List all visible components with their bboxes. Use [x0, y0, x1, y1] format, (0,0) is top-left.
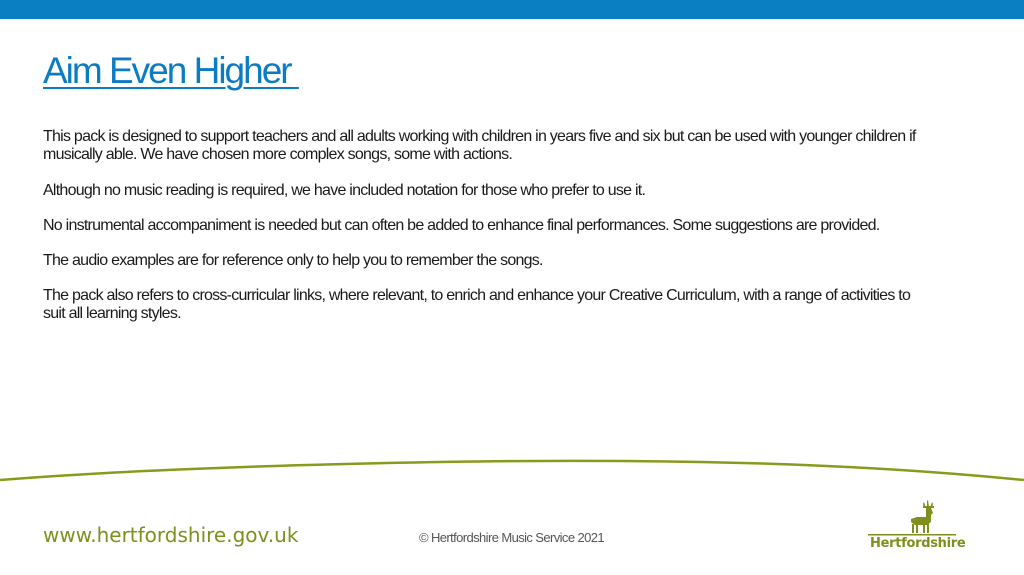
copyright-text: © Hertfordshire Music Service 2021: [419, 530, 604, 545]
hertfordshire-logo: [866, 498, 966, 554]
stag-icon: [866, 498, 958, 538]
footer-swoosh: [0, 450, 1024, 490]
paragraph-4: The audio examples are for reference only to help you to remember the songs.: [43, 252, 543, 269]
footer-url-link[interactable]: www.hertfordshire.gov.uk: [43, 523, 299, 547]
logo-text: Hertfordshire: [870, 536, 966, 551]
paragraph-2: Although no music reading is required, we have included notation for those who prefer to use it.: [43, 182, 646, 199]
page-title[interactable]: Aim Even Higher: [43, 50, 299, 91]
paragraph-1: This pack is designed to support teachers and all adults working with children in years five and six but can be used with younger children if musically able. We have chosen more complex songs, some with actions.: [43, 128, 916, 163]
paragraph-3: No instrumental accompaniment is needed but can often be added to enhance final performances. Some suggestions are provided.: [43, 217, 880, 234]
body-text: [43, 128, 923, 340]
paragraph-5: The pack also refers to cross-curricular links, where relevant, to enrich and enhance your Creative Curriculum, with a range of activities to suit all learning styles.: [43, 287, 911, 322]
top-bar: [0, 0, 1024, 19]
